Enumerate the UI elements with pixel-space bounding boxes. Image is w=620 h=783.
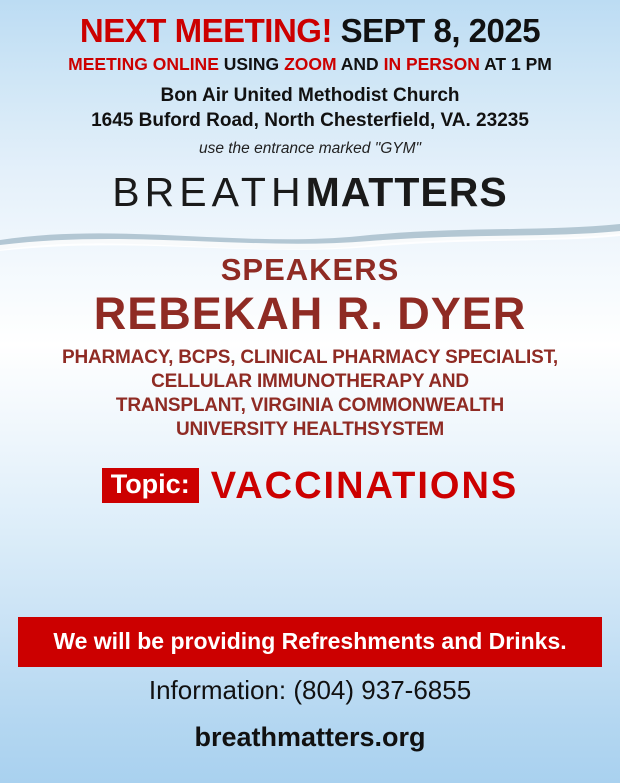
topic-row bbox=[0, 464, 620, 507]
header-block bbox=[0, 0, 620, 158]
logo-text bbox=[0, 169, 620, 216]
speakers-label: SPEAKERS bbox=[220, 252, 400, 288]
credential-line: PHARMACY, BCPS, CLINICAL PHARMACY SPECIALIST, bbox=[62, 346, 558, 368]
credential-line: CELLULAR IMMUNOTHERAPY AND bbox=[151, 370, 469, 392]
mode-using: USING bbox=[223, 53, 280, 74]
venue-name: Bon Air United Methodist Church bbox=[160, 84, 460, 106]
mode-and: AND bbox=[340, 53, 379, 74]
refreshments-banner: We will be providing Refreshments and Drinks. bbox=[18, 617, 602, 667]
mode-zoom: ZOOM bbox=[284, 53, 337, 74]
logo-word-breath: BREATH bbox=[112, 169, 306, 216]
brand-logo bbox=[0, 169, 620, 250]
swoosh-decoration bbox=[0, 218, 620, 252]
entrance-note: use the entrance marked "GYM" bbox=[198, 140, 422, 158]
meeting-headline: NEXT MEETING! bbox=[79, 12, 332, 49]
topic-label: Topic: bbox=[102, 468, 199, 503]
speaker-credentials bbox=[0, 346, 620, 443]
speaker-name: REBEKAH R. DYER bbox=[93, 288, 527, 340]
mode-online: MEETING ONLINE bbox=[68, 53, 219, 74]
venue-address: 1645 Buford Road, North Chesterfield, VA. 23235 bbox=[91, 109, 529, 131]
mode-in-person: IN PERSON bbox=[383, 53, 480, 74]
topic-value: VACCINATIONS bbox=[210, 464, 519, 507]
website-line: breathmatters.org bbox=[194, 722, 426, 752]
meeting-date: SEPT 8, 2025 bbox=[340, 12, 541, 49]
information-line: Information: (804) 937-6855 bbox=[148, 675, 472, 705]
meeting-mode-row bbox=[0, 55, 620, 74]
meeting-headline-row bbox=[0, 14, 620, 49]
credential-line: TRANSPLANT, VIRGINIA COMMONWEALTH bbox=[115, 395, 505, 417]
credential-line: UNIVERSITY HEALTHSYSTEM bbox=[175, 419, 445, 441]
venue-block bbox=[0, 84, 620, 133]
logo-word-matters: MATTERS bbox=[305, 169, 508, 216]
mode-time: AT 1 PM bbox=[484, 53, 552, 74]
